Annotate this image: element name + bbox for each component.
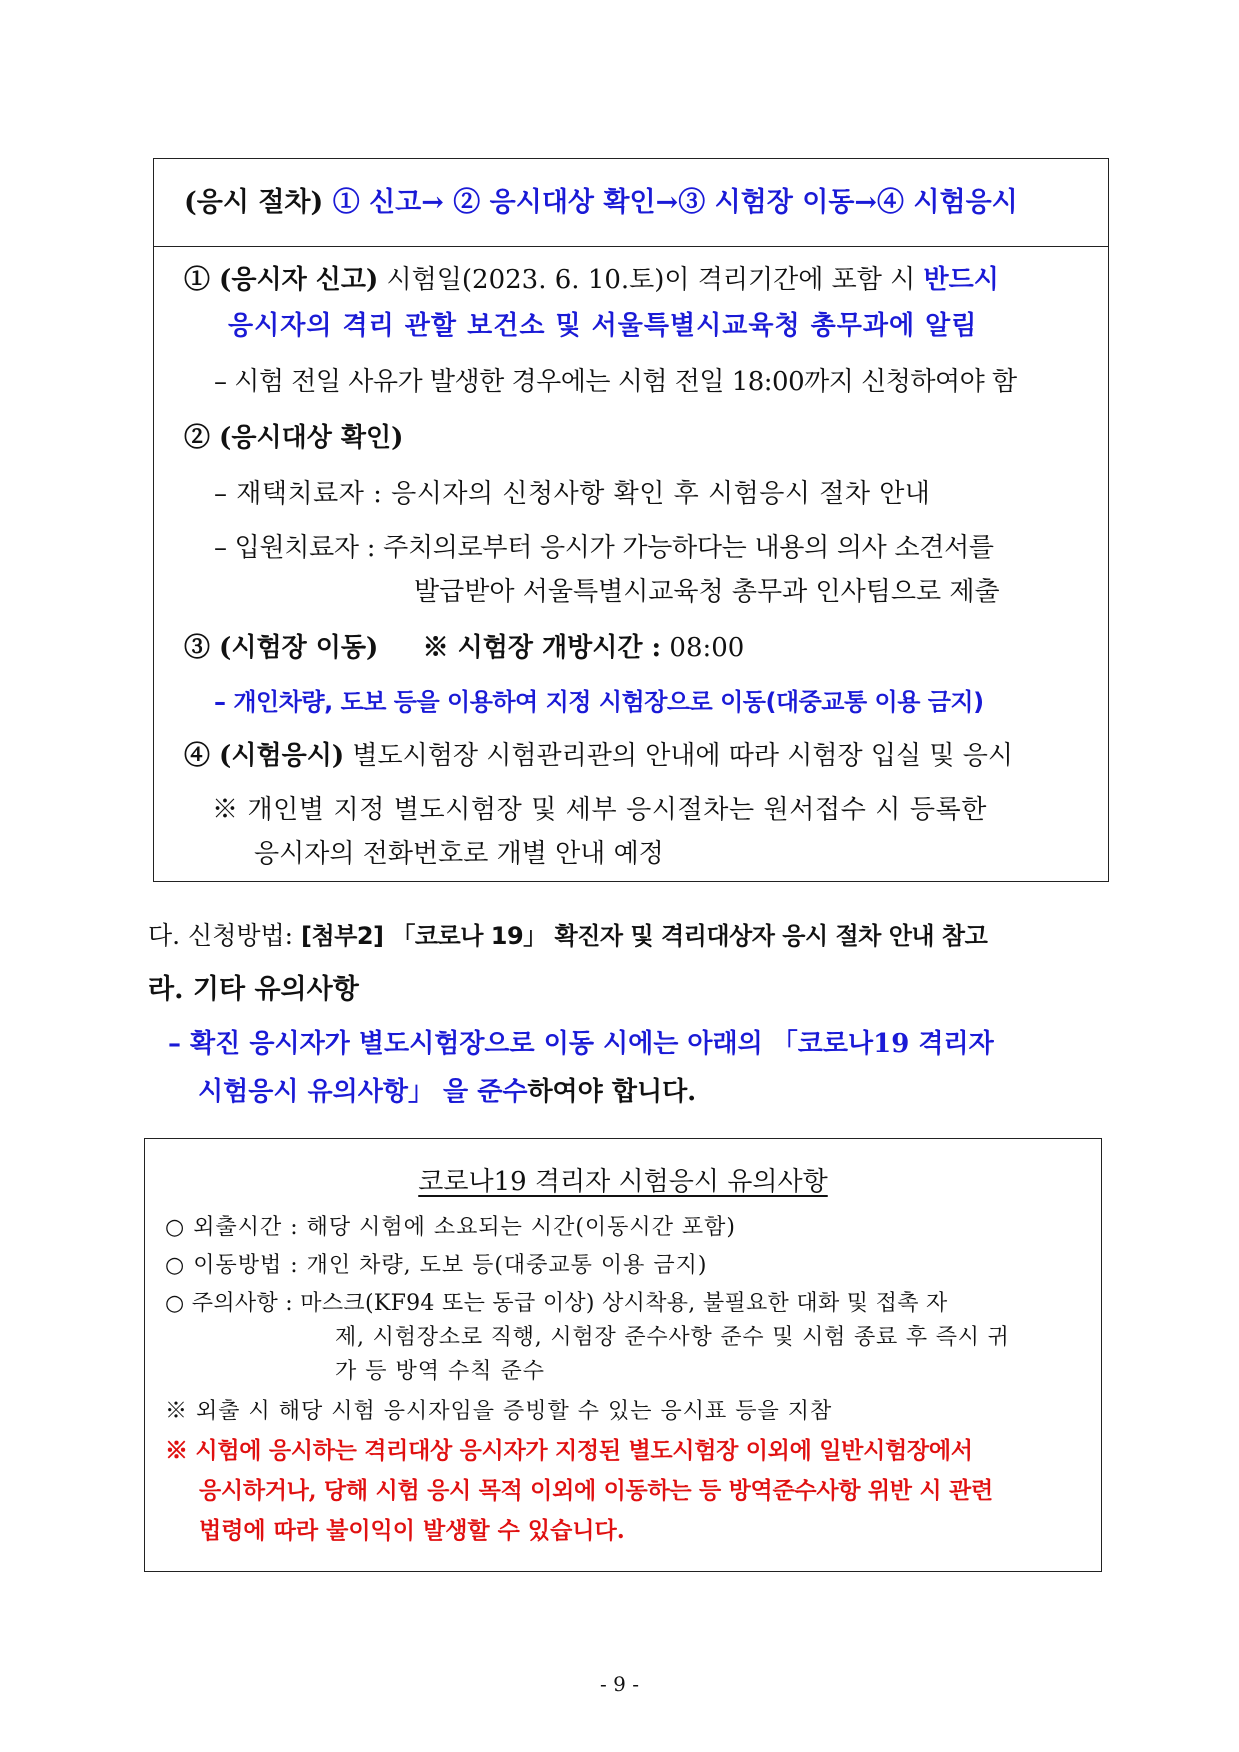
item2-sub2a: – 입원치료자 : 주치의로부터 응시가 가능하다는 내용의 의사 소견서를: [214, 533, 994, 563]
section-ra-line2: [198, 1074, 696, 1110]
notice-row3c: 가 등 방역 수칙 준수: [335, 1359, 545, 1384]
procedure-steps: ① 신고→ ② 응시대상 확인→③ 시험장 이동→④ 시험응시: [332, 187, 1018, 218]
procedure-header: [154, 159, 1108, 247]
item2-sub1: – 재택치료자 : 응시자의 신청사항 확인 후 시험응시 절차 안내: [214, 479, 931, 509]
section-ra-line2-black: 하여야 합니다.: [527, 1077, 697, 1107]
notice-note: ※ 외출 시 해당 시험 응시자임을 증빙할 수 있는 응시표 등을 지참: [165, 1399, 833, 1424]
notice-warn3: 법령에 따라 불이익이 발생할 수 있습니다.: [199, 1517, 625, 1544]
notice-row3b: 제, 시험장소로 직행, 시험장 준수사항 준수 및 시험 종료 후 즉시 귀: [335, 1325, 1010, 1350]
item4-note2: 응시자의 전화번호로 개별 안내 예정: [254, 839, 664, 869]
item3-note: ※ 시험장 개방시간 :: [422, 633, 662, 663]
procedure-label: (응시 절차): [184, 187, 324, 218]
procedure-box: [153, 158, 1109, 882]
item1-emph1: 반드시: [923, 265, 999, 295]
notice-row2: ○ 이동방법 : 개인 차량, 도보 등(대중교통 이용 금지): [165, 1253, 708, 1278]
notice-title: [145, 1161, 1101, 1198]
notice-title-text: 코로나19 격리자 시험응시 유의사항: [418, 1167, 828, 1197]
item4-prefix: ④ (시험응시): [184, 741, 345, 771]
item3-line: [184, 631, 744, 665]
item1-emph2: 응시자의 격리 관할 보건소 및 서울특별시교육청 총무과에 알림: [228, 311, 978, 341]
item1-sub: – 시험 전일 사유가 발생한 경우에는 시험 전일 18:00까지 신청하여야 함: [214, 367, 1017, 397]
item2-sub2b: 발급받아 서울특별시교육청 총무과 인사팀으로 제출: [414, 577, 1000, 607]
section-da-label: 다. 신청방법:: [148, 921, 302, 950]
notice-warn2: 응시하거나, 당해 시험 응시 목적 이외에 이동하는 등 방역준수사항 위반 시 관련: [199, 1477, 993, 1504]
item4-line: [184, 739, 1013, 773]
item2-prefix: ② (응시대상 확인): [184, 423, 404, 453]
section-da: [148, 918, 987, 954]
item3-sub: – 개인차량, 도보 등을 이용하여 지정 시험장으로 이동(대중교통 이용 금지): [214, 688, 984, 716]
section-ra-label: 라. 기타 유의사항: [148, 974, 359, 1005]
notice-row3a: ○ 주의사항 : 마스크(KF94 또는 동급 이상) 상시착용, 불필요한 대화 및 접촉 자: [165, 1291, 948, 1316]
item1-prefix: ① (응시자 신고): [184, 265, 379, 295]
item3-time: 08:00: [661, 633, 745, 663]
item4-note1: ※ 개인별 지정 별도시험장 및 세부 응시절차는 원서접수 시 등록한: [212, 795, 987, 825]
item3-prefix: ③ (시험장 이동): [184, 633, 379, 663]
item4-text: 별도시험장 시험관리관의 안내에 따라 시험장 입실 및 응시: [344, 741, 1014, 771]
notice-box: [144, 1138, 1102, 1572]
item1-line: [184, 263, 999, 297]
notice-warn1: ※ 시험에 응시하는 격리대상 응시자가 지정된 별도시험장 이외에 일반시험장에서: [165, 1437, 973, 1464]
item1-text: 시험일(2023. 6. 10.토)이 격리기간에 포함 시: [378, 265, 924, 295]
page-number: - 9 -: [600, 1672, 639, 1696]
notice-row1: ○ 외출시간 : 해당 시험에 소요되는 시간(이동시간 포함): [165, 1215, 737, 1240]
section-da-text: [첨부2] 「코로나 19」 확진자 및 격리대상자 응시 절차 안내 참고: [301, 922, 988, 950]
section-ra-line2-blue: 시험응시 유의사항」 을 준수: [198, 1077, 528, 1107]
section-ra-line1: – 확진 응시자가 별도시험장으로 이동 시에는 아래의 「코로나19 격리자: [168, 1029, 994, 1059]
